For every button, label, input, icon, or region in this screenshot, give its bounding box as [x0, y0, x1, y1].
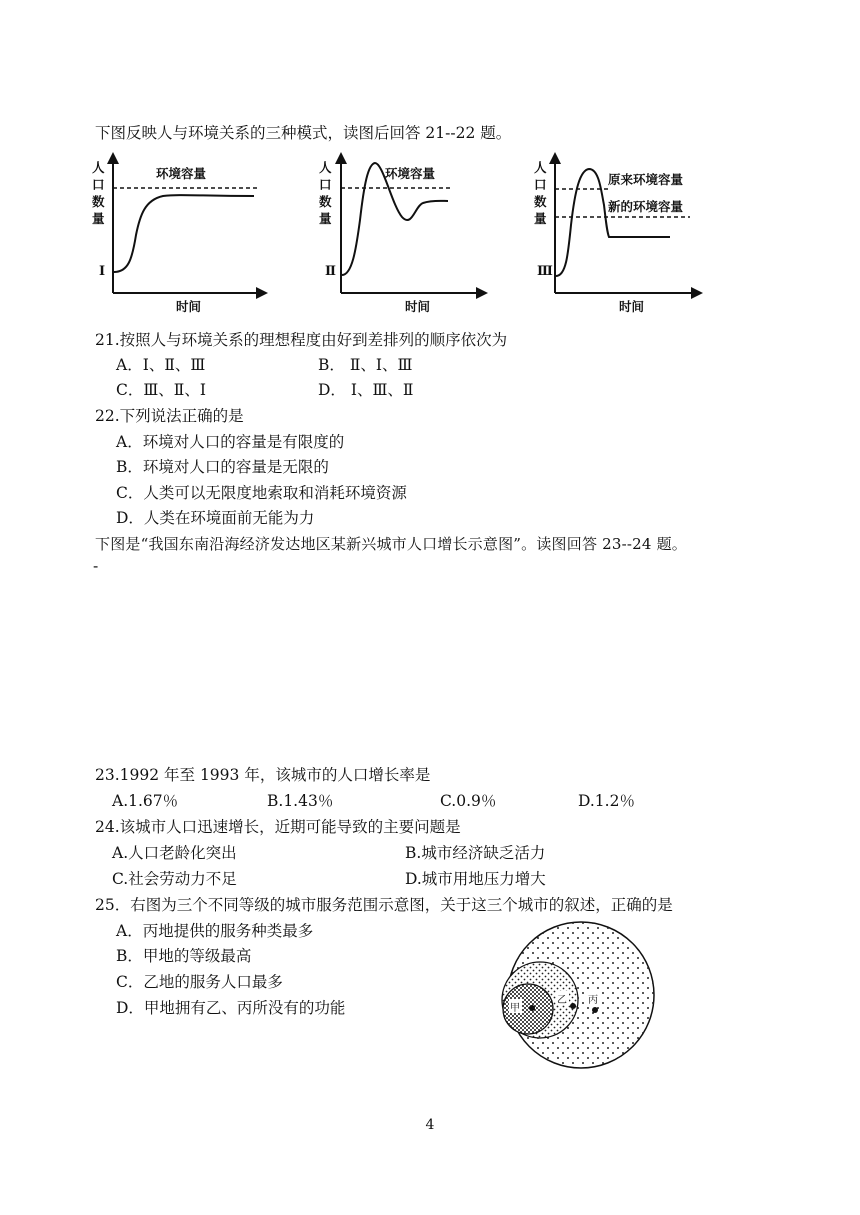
graph-1-roman: Ⅰ — [99, 264, 106, 279]
environment-capacity-graphs — [0, 150, 860, 320]
q24-option-a[interactable]: A.人口老龄化突出 — [112, 844, 237, 862]
bing-label: 丙 — [588, 995, 598, 1006]
q22-stem: 22.下列说法正确的是 — [95, 407, 244, 425]
q23-option-b[interactable]: B.1.43％ — [267, 792, 334, 810]
graph-1-ylabel-3: 数 — [92, 194, 105, 209]
intro-23-24-mark: - — [93, 557, 99, 575]
graph-2-roman: Ⅱ — [325, 264, 336, 279]
graph-3-new-capacity-label: 新的环境容量 — [608, 199, 684, 214]
q23-option-c[interactable]: C.0.9％ — [440, 792, 497, 810]
graph-1-xlabel: 时间 — [176, 299, 202, 314]
q23-option-d[interactable]: D.1.2％ — [578, 792, 635, 810]
intro-23-24: 下图是“我国东南沿海经济发达地区某新兴城市人口增长示意图”。读图回答 23--24 题。 — [95, 535, 687, 553]
graph-3-ylabel-4: 量 — [534, 211, 547, 226]
q22-option-a[interactable]: A．环境对人口的容量是有限度的 — [116, 433, 345, 451]
graph-2-capacity-label: 环境容量 — [385, 166, 436, 181]
graph-2-ylabel-2: 口 — [319, 177, 332, 192]
q24-option-c[interactable]: C.社会劳动力不足 — [112, 870, 237, 888]
q24-option-d[interactable]: D.城市用地压力增大 — [405, 870, 546, 888]
graph-3-ylabel-3: 数 — [534, 194, 547, 209]
q23-stem: 23.1992 年至 1993 年，该城市的人口增长率是 — [95, 766, 431, 784]
q24-option-b[interactable]: B.城市经济缺乏活力 — [405, 844, 546, 862]
graph-1-ylabel-2: 口 — [92, 177, 105, 192]
graph-3-roman: Ⅲ — [537, 264, 553, 279]
q22-option-c[interactable]: C．人类可以无限度地索取和消耗环境资源 — [116, 484, 407, 502]
graph-3-old-capacity-label: 原来环境容量 — [608, 172, 684, 187]
q24-stem: 24.该城市人口迅速增长，近期可能导致的主要问题是 — [95, 818, 461, 836]
yi-label: 乙 — [557, 995, 567, 1006]
graph-3-xlabel: 时间 — [619, 299, 645, 314]
graph-1-ylabel-4: 量 — [92, 211, 105, 226]
graph-1 — [92, 158, 262, 314]
q21-option-b[interactable]: B． Ⅱ、Ⅰ、Ⅲ — [318, 356, 413, 374]
q25-stem: 25．右图为三个不同等级的城市服务范围示意图，关于这三个城市的叙述，正确的是 — [95, 896, 673, 914]
graph-2-xlabel: 时间 — [405, 299, 431, 314]
q25-option-d[interactable]: D．甲地拥有乙、丙所没有的功能 — [116, 999, 346, 1017]
yi-point — [570, 1003, 576, 1009]
graph-2-ylabel-1: 人 — [319, 160, 332, 175]
q25-option-b[interactable]: B．甲地的等级最高 — [116, 947, 252, 965]
q22-option-d[interactable]: D．人类在环境面前无能为力 — [116, 509, 315, 527]
bing-point — [592, 1007, 598, 1013]
q21-option-c[interactable]: C．Ⅲ、Ⅱ、Ⅰ — [116, 381, 206, 399]
q22-option-b[interactable]: B．环境对人口的容量是无限的 — [116, 458, 329, 476]
graph-1-capacity-label: 环境容量 — [156, 166, 207, 181]
graph-2-ylabel-3: 数 — [319, 194, 332, 209]
jia-label: 甲 — [510, 1003, 520, 1014]
graph-3 — [534, 158, 697, 314]
q23-option-a[interactable]: A.1.67％ — [112, 792, 179, 810]
q21-option-a[interactable]: A．Ⅰ、Ⅱ、Ⅲ — [116, 356, 206, 374]
q21-option-d[interactable]: D． Ⅰ、Ⅲ、Ⅱ — [318, 381, 414, 399]
graph-3-ylabel-2: 口 — [534, 177, 547, 192]
q25-option-a[interactable]: A．丙地提供的服务种类最多 — [116, 922, 314, 940]
graph-1-curve — [114, 195, 254, 272]
graph-1-ylabel-1: 人 — [92, 160, 105, 175]
graph-2 — [319, 158, 482, 314]
q25-option-c[interactable]: C．乙地的服务人口最多 — [116, 973, 283, 991]
service-range-diagram — [496, 915, 666, 1080]
q21-stem: 21.按照人与环境关系的理想程度由好到差排列的顺序依次为 — [95, 331, 508, 349]
graph-2-ylabel-4: 量 — [319, 211, 332, 226]
intro-21-22: 下图反映人与环境关系的三种模式，读图后回答 21--22 题。 — [95, 124, 512, 142]
jia-point — [529, 1005, 535, 1011]
page-number: 4 — [425, 1117, 435, 1133]
graph-3-ylabel-1: 人 — [534, 160, 547, 175]
